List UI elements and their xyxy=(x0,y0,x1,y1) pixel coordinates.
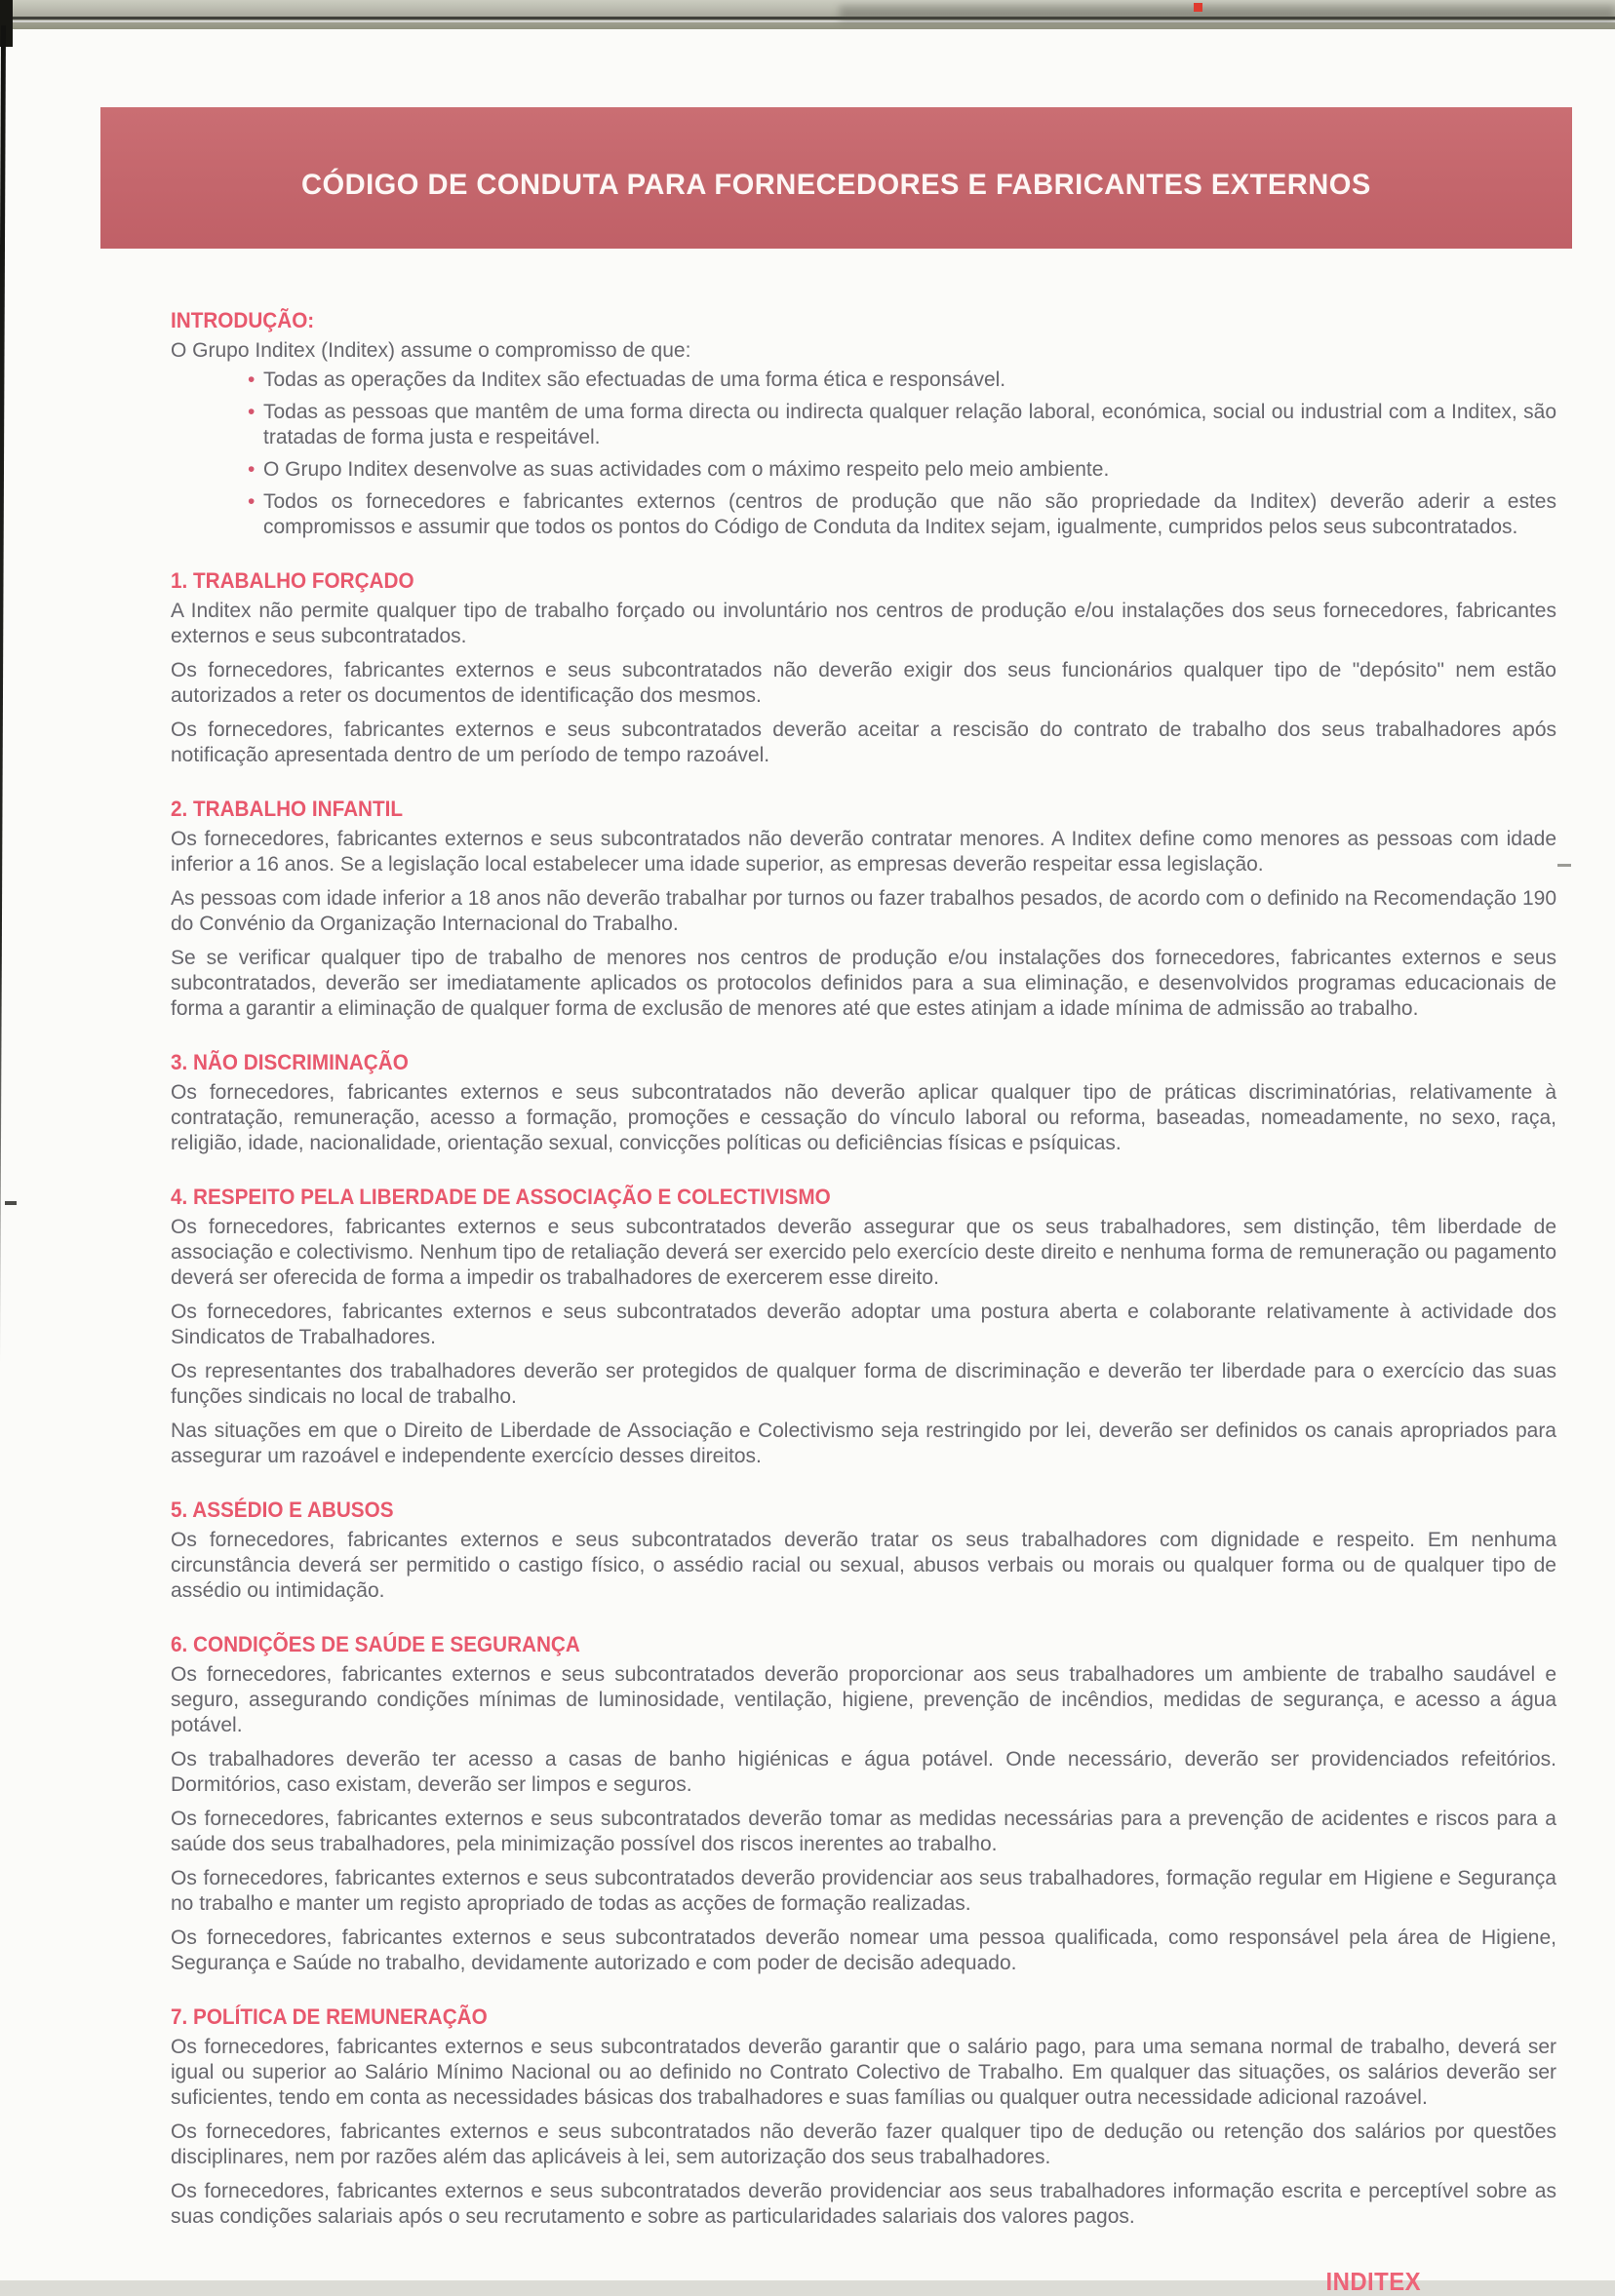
section-heading: 6. CONDIÇÕES DE SAÚDE E SEGURANÇA xyxy=(171,1632,580,1656)
red-dot-artifact xyxy=(1194,3,1202,12)
paragraph: Os fornecedores, fabricantes externos e seus subcontratados deverão tratar os seus trabalhadores com dignidade e respeito. Em nenhuma circunstância deverá ser permitido o castigo físico, o assédio racial ou sexual, abusos verbais ou morais ou qualquer forma ou de qualquer tipo de assédio ou intimidação. xyxy=(171,1529,1556,1602)
section-4-liberdade-associacao xyxy=(171,1185,1556,1469)
right-margin-dash-mark xyxy=(1557,864,1571,867)
document-title: CÓDIGO DE CONDUTA PARA FORNECEDORES E FABRICANTES EXTERNOS xyxy=(301,168,1371,201)
section-3-nao-discriminacao xyxy=(171,1050,1556,1156)
paragraph: Os fornecedores, fabricantes externos e seus subcontratados não deverão contratar menores. A Inditex define como menores as pessoas com idade inferior a 16 anos. Se a legislação local estabelecer uma idade superior, as empresas deverão respeitar essa legislação. xyxy=(171,828,1556,876)
paragraph: Os fornecedores, fabricantes externos e seus subcontratados não deverão aplicar qualquer tipo de práticas discriminatórias, relativamente à contratação, remuneração, acesso a formação, promoções e cessação do vínculo laboral ou reforma, baseadas, nomeadamente, no sexo, raça, religião, idade, nacionalidade, orientação sexual, convicções políticas ou deficiências físicas e psíquicas. xyxy=(171,1081,1556,1154)
paragraph: As pessoas com idade inferior a 18 anos não deverão trabalhar por turnos ou fazer trabalhos pesados, de acordo com o definido na Recomendação 190 do Convénio da Organização Internacional do Trabalho. xyxy=(171,887,1556,935)
paragraph: Os fornecedores, fabricantes externos e seus subcontratados deverão garantir que o salário pago, para uma semana normal de trabalho, deverá ser igual ou superior ao Salário Mínimo Nacional ou ao definido no Contrato Colectivo de Trabalho. Em qualquer das situações, os salários deverão ser suficientes, tendo em conta as necessidades básicas dos trabalhadores e suas famílias ou qualquer outra necessidade adicional razoável. xyxy=(171,2036,1556,2109)
inditex-brand-logo-text: INDITEX xyxy=(1325,2267,1421,2296)
paragraph: Os fornecedores, fabricantes externos e seus subcontratados deverão adoptar uma postura aberta e colaborante relativamente à actividade dos Sindicatos de Trabalhadores. xyxy=(171,1301,1556,1348)
intro-bullet-list xyxy=(171,368,1556,540)
paragraph: Se se verificar qualquer tipo de trabalho de menores nos centros de produção e/ou instalações dos fornecedores, fabricantes externos e seus subcontratados, deverão ser imediatamente aplicados os protocolos definidos para a sua eliminação, e desenvolvidos programas educacionais de forma a garantir a eliminação de qualquer forma de exclusão de menores até que estes atinjam a idade mínima de admissão ao trabalho. xyxy=(171,947,1556,1020)
scanner-top-strip xyxy=(0,0,1615,29)
paragraph: Os fornecedores, fabricantes externos e seus subcontratados deverão nomear uma pessoa qualificada, como responsável pela área de Higiene, Segurança e Saúde no trabalho, devidamente autorizado e com poder de decisão adequado. xyxy=(171,1926,1556,1974)
section-heading: 3. NÃO DISCRIMINAÇÃO xyxy=(171,1050,409,1074)
scan-left-edge-line xyxy=(0,25,6,1459)
scanner-top-strip-dark-area xyxy=(840,6,1615,21)
section-heading: 2. TRABALHO INFANTIL xyxy=(171,797,404,821)
section-2-trabalho-infantil xyxy=(171,797,1556,1022)
intro-lead: O Grupo Inditex (Inditex) assume o compromisso de que: xyxy=(171,339,691,362)
section-heading: 4. RESPEITO PELA LIBERDADE DE ASSOCIAÇÃO E COLECTIVISMO xyxy=(171,1185,831,1209)
section-heading: 5. ASSÉDIO E ABUSOS xyxy=(171,1498,394,1522)
paragraph: A Inditex não permite qualquer tipo de trabalho forçado ou involuntário nos centros de produção e/ou instalações dos seus fornecedores, fabricantes externos e seus subcontratados. xyxy=(171,600,1556,647)
paragraph: Os representantes dos trabalhadores deverão ser protegidos de qualquer forma de discriminação e deverão ter liberdade para o exercício das suas funções sindicais no local de trabalho. xyxy=(171,1360,1556,1408)
paragraph: Os trabalhadores deverão ter acesso a casas de banho higiénicas e água potável. Onde necessário, deverão ser providenciados refeitórios. Dormitórios, caso existam, deverão ser limpos e seguros. xyxy=(171,1748,1556,1796)
document-body xyxy=(171,308,1556,2294)
title-banner xyxy=(100,107,1572,249)
section-6-saude-e-seguranca xyxy=(171,1632,1556,1976)
bullet-item: • O Grupo Inditex desenvolve as suas actividades com o máximo respeito pelo meio ambiente. xyxy=(263,457,1556,483)
bullet-item: • Todas as pessoas que mantêm de uma forma directa ou indirecta qualquer relação laboral, económica, social ou industrial com a Inditex, são tratadas de forma justa e respeitável. xyxy=(263,400,1556,450)
bullet-item: • Todas as operações da Inditex são efectuadas de uma forma ética e responsável. xyxy=(263,368,1556,393)
paragraph: Os fornecedores, fabricantes externos e seus subcontratados deverão assegurar que os seus trabalhadores, sem distinção, têm liberdade de associação e colectivismo. Nenhum tipo de retaliação deverá ser exercido pelo exercício deste direito e nenhuma forma de remuneração ou pagamento deverá ser oferecida de forma a impedir os trabalhadores de exercerem esse direito. xyxy=(171,1216,1556,1289)
paragraph: Os fornecedores, fabricantes externos e seus subcontratados não deverão exigir dos seus funcionários qualquer tipo de "depósito" nem estão autorizados a reter os documentos de identificação dos mesmos. xyxy=(171,659,1556,707)
intro-section xyxy=(171,308,1556,540)
left-margin-dash-mark xyxy=(5,1201,17,1205)
paragraph: Nas situações em que o Direito de Liberdade de Associação e Colectivismo seja restringido por lei, deverão ser definidos os canais apropriados para assegurar um razoável e independente exercício desses direitos. xyxy=(171,1420,1556,1467)
section-heading: 7. POLÍTICA DE REMUNERAÇÃO xyxy=(171,2004,488,2029)
paragraph: Os fornecedores, fabricantes externos e seus subcontratados deverão providenciar aos seus trabalhadores, formação regular em Higiene e Segurança no trabalho e manter um registo apropriado de todas as acções de formação realizadas. xyxy=(171,1867,1556,1915)
section-7-politica-remuneracao xyxy=(171,2004,1556,2230)
paragraph: Os fornecedores, fabricantes externos e seus subcontratados deverão providenciar aos seus trabalhadores informação escrita e perceptível sobre as suas condições salariais após o seu recrutamento e sobre as particularidades salariais dos valores pagos. xyxy=(171,2180,1556,2228)
section-1-trabalho-forcado xyxy=(171,568,1556,768)
section-5-assedio-e-abusos xyxy=(171,1498,1556,1604)
paragraph: Os fornecedores, fabricantes externos e seus subcontratados deverão proporcionar aos seus trabalhadores um ambiente de trabalho saudável e seguro, assegurando condições mínimas de luminosidade, ventilação, higiene, prevenção de incêndios, medidas de segurança, e acesso a água potável. xyxy=(171,1663,1556,1736)
inditex-brand-logo xyxy=(171,2269,1421,2294)
intro-heading: INTRODUÇÃO: xyxy=(171,308,315,332)
paragraph: Os fornecedores, fabricantes externos e seus subcontratados deverão aceitar a rescisão do contrato de trabalho dos seus trabalhadores após notificação apresentada dentro de um período de tempo razoável. xyxy=(171,719,1556,766)
paragraph: Os fornecedores, fabricantes externos e seus subcontratados não deverão fazer qualquer tipo de dedução ou retenção dos salários por questões disciplinares, nem por razões além das aplicáveis à lei, sem autorização dos seus trabalhadores. xyxy=(171,2121,1556,2168)
bullet-item: • Todos os fornecedores e fabricantes externos (centros de produção que não são propriedade da Inditex) deverão aderir a estes compromissos e assumir que todos os pontos do Código de Conduta da Inditex sejam, igualmente, cumpridos pelos seus subcontratados. xyxy=(263,489,1556,540)
section-heading: 1. TRABALHO FORÇADO xyxy=(171,568,414,593)
paragraph: Os fornecedores, fabricantes externos e seus subcontratados deverão tomar as medidas necessárias para a prevenção de acidentes e riscos para a saúde dos seus trabalhadores, pela minimização possível dos riscos inerentes ao trabalho. xyxy=(171,1808,1556,1855)
